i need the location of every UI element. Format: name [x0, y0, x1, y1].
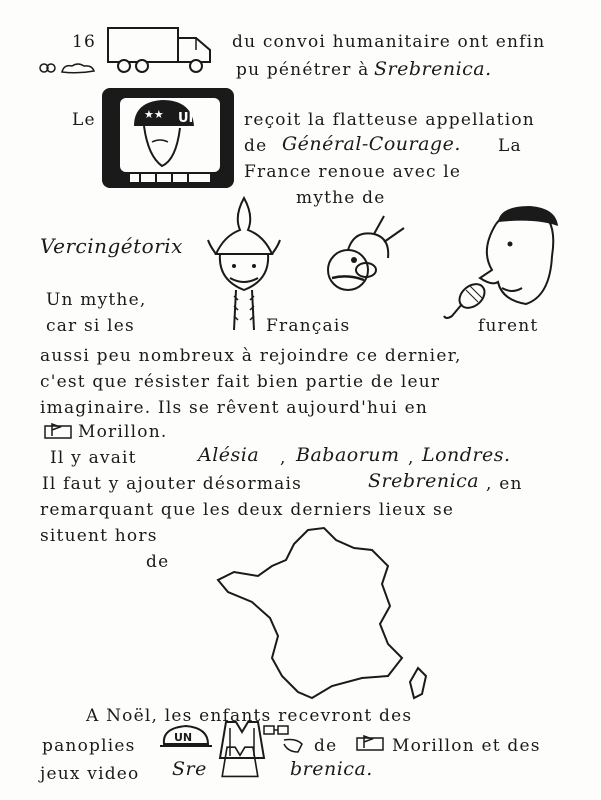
- gaul-helmet-head-icon: [204, 196, 284, 332]
- television-general-icon: [100, 86, 236, 196]
- comma: ,: [408, 448, 415, 468]
- count-number: 16: [72, 32, 97, 52]
- comma: ,: [280, 448, 287, 468]
- text-line: A Noël, les enfants recevront des: [86, 706, 413, 726]
- text-line: France renoue avec le: [244, 162, 462, 182]
- place-name: Babaorum: [296, 444, 400, 466]
- text-line: mythe de: [296, 188, 386, 208]
- dust-cloud-icon: [38, 60, 98, 76]
- text-line: Il y avait: [50, 448, 137, 468]
- text-line: reçoit la flatteuse appellation: [244, 110, 535, 130]
- text-line: jeux video: [40, 764, 140, 784]
- text-line: furent: [478, 316, 539, 336]
- hero-name: Vercingétorix: [40, 234, 183, 258]
- text-line: situent hors: [40, 526, 158, 546]
- un-helmet-label: UN: [178, 111, 200, 126]
- text-line: panoplies: [42, 736, 136, 756]
- flag-icon: [356, 734, 384, 752]
- un-cap-icon: [158, 722, 214, 752]
- place-name: Srebrenica: [368, 470, 480, 492]
- text-line: de: [146, 552, 170, 572]
- text-line: remarquant que les deux derniers lieux se: [40, 500, 455, 520]
- text-line: du convoi humanitaire ont enfin: [232, 32, 546, 52]
- text-line: de: [314, 736, 338, 756]
- text-line: de: [244, 136, 268, 156]
- text-line: Français: [266, 316, 351, 336]
- svg-text:★★: ★★: [144, 108, 164, 121]
- asterix-head-icon: [318, 212, 408, 302]
- text-line: aussi peu nombreux à rejoindre ce dernier,: [40, 346, 462, 366]
- glasses-and-pipe-icon: [262, 724, 306, 754]
- text-line: car si les: [46, 316, 135, 336]
- text-line: Il faut y ajouter désormais: [42, 474, 303, 494]
- text-line: c'est que résister fait bien partie de leur: [40, 372, 441, 392]
- text-line: imaginaire. Ils se rêvent aujourd'hui en: [40, 398, 428, 418]
- place-name: Srebrenica.: [374, 58, 492, 80]
- place-name: Londres.: [422, 444, 511, 466]
- nickname: Général-Courage.: [282, 133, 461, 155]
- text-line: La: [498, 136, 522, 156]
- vest-icon: [214, 744, 266, 778]
- place-name-part: Sre: [172, 758, 207, 780]
- text-line: Un mythe,: [46, 290, 147, 310]
- place-name-part: brenica.: [290, 758, 373, 780]
- truck-icon: [104, 22, 216, 74]
- france-map-icon: [212, 526, 442, 706]
- text-line: , en: [486, 474, 523, 494]
- place-name: Alésia: [198, 444, 260, 466]
- text-line: Morillon.: [78, 422, 168, 442]
- text-line: Le: [72, 110, 96, 130]
- un-cap-label: UN: [174, 731, 193, 744]
- text-line: Morillon et des: [392, 736, 541, 756]
- text-line: pu pénétrer à: [236, 60, 370, 80]
- flag-icon: [44, 422, 72, 440]
